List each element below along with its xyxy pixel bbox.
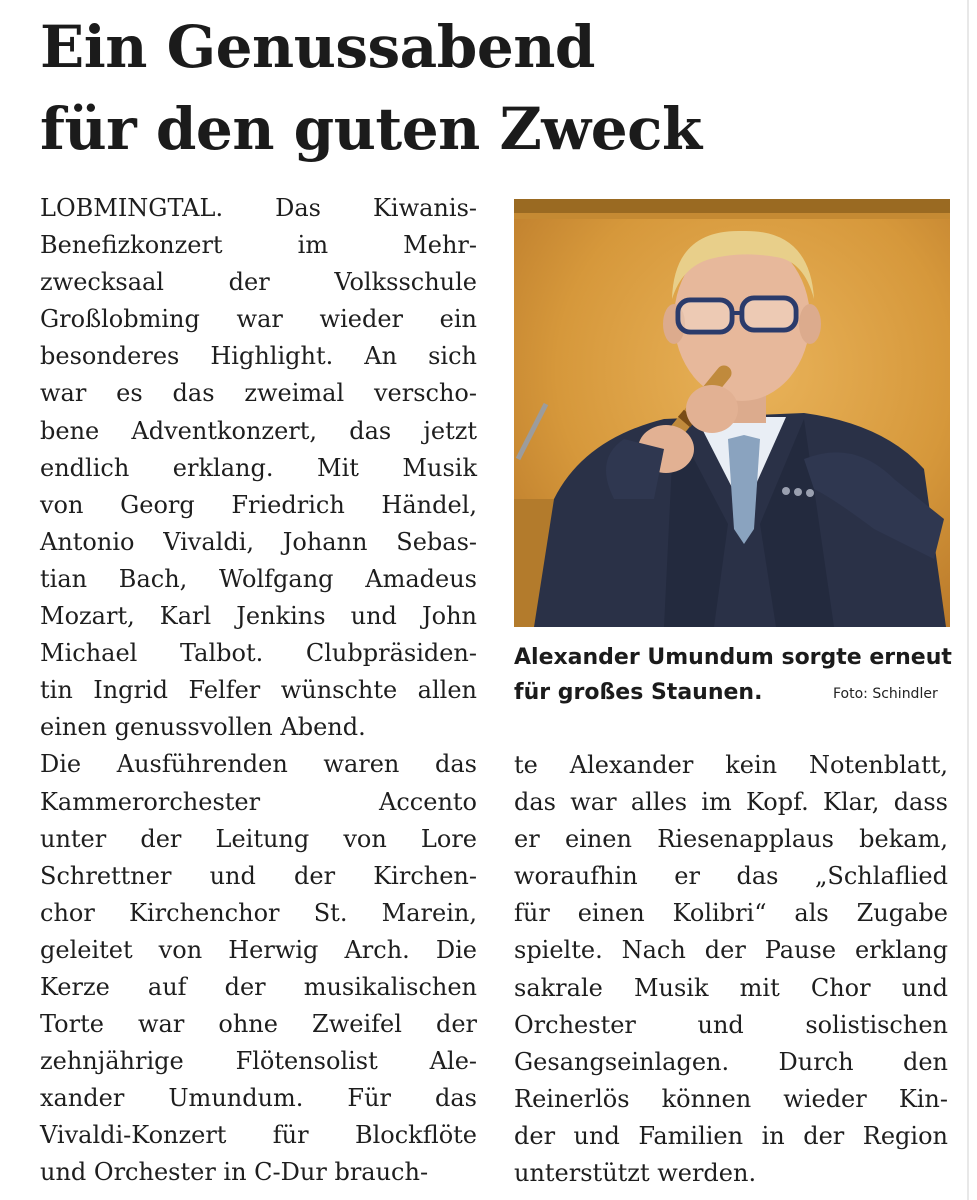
body-text-line: zwecksaal der Volksschule [40,268,477,297]
body-text-line: unterstützt werden. [514,1159,757,1188]
headline-line-2: für den guten Zweck [40,95,702,163]
body-text-line: te Alexander kein Notenblatt, [514,751,948,779]
body-text-line: LOBMINGTAL. Das Kiwanis- [40,194,477,222]
body-text-line: geleitet von Herwig Arch. Die [40,935,477,964]
body-text-line: Mozart, Karl Jenkins und John [40,602,477,631]
body-text-line: Großlobming war wieder ein [40,305,477,334]
body-text-line: woraufhin er das „Schlaflied [514,862,948,891]
body-text-line: Kerze auf der musikalischen [40,972,477,1001]
page-edge-rule [967,0,969,1200]
body-text-line: Schrettner und der Kirchen- [40,861,477,890]
body-text-line: Benefizkonzert im Mehr- [40,231,477,260]
body-text-line: sakrale Musik mit Chor und [514,973,948,1002]
body-text-line: Die Ausführenden waren das [40,750,477,779]
body-text-left-column [40,190,477,1192]
body-text-line: Gesangseinlagen. Durch den [514,1047,948,1076]
article-headline [40,6,940,170]
body-text-line: Reinerlös können wieder Kin- [514,1084,948,1113]
body-text-line: Orchester und solistischen [514,1010,948,1039]
body-text-right-column [514,747,948,1192]
photo-credit: Foto: Schindler [833,686,938,702]
body-text-line: besonderes Highlight. An sich [40,342,477,371]
body-text-line: er einen Riesenapplaus bekam, [514,825,948,854]
body-text-line: Torte war ohne Zweifel der [40,1010,477,1039]
article-photo [514,199,950,627]
body-text-line: zehnjährige Flötensolist Ale- [40,1047,477,1076]
body-text-line: tin Ingrid Felfer wünschte allen [40,676,477,705]
body-text-line: das war alles im Kopf. Klar, dass [514,788,948,817]
body-text-line: Michael Talbot. Clubpräsiden- [40,639,477,668]
flute-player-illustration [514,199,950,627]
body-text-line: von Georg Friedrich Händel, [40,490,477,519]
body-text-line: spielte. Nach der Pause erklang [514,936,948,965]
body-text-line: für einen Kolibri“ als Zugabe [514,899,948,928]
body-text-line: unter der Leitung von Lore [40,824,477,853]
body-text-line: chor Kirchenchor St. Marein, [40,898,477,927]
body-text-line: Vivaldi-Konzert für Blockflöte [40,1121,477,1150]
caption-line-1: Alexander Umundum sorgte erneut [514,645,952,670]
caption-line-2: für großes Staunen. [514,680,763,705]
body-text-line: endlich erklang. Mit Musik [40,453,477,482]
body-text-line: und Orchester in C-Dur brauch- [40,1158,429,1187]
body-text-line: tian Bach, Wolfgang Amadeus [40,564,477,593]
headline-line-1: Ein Genussabend [40,13,595,81]
body-text-line: Antonio Vivaldi, Johann Sebas- [40,527,477,556]
body-text-line: xander Umundum. Für das [40,1084,477,1113]
body-text-line: einen genussvollen Abend. [40,713,366,742]
body-text-line: Kammerorchester Accento [40,787,477,816]
body-text-line: war es das zweimal verscho- [40,379,477,408]
body-text-line: bene Adventkonzert, das jetzt [40,416,477,445]
body-text-line: der und Familien in der Region [514,1121,948,1150]
